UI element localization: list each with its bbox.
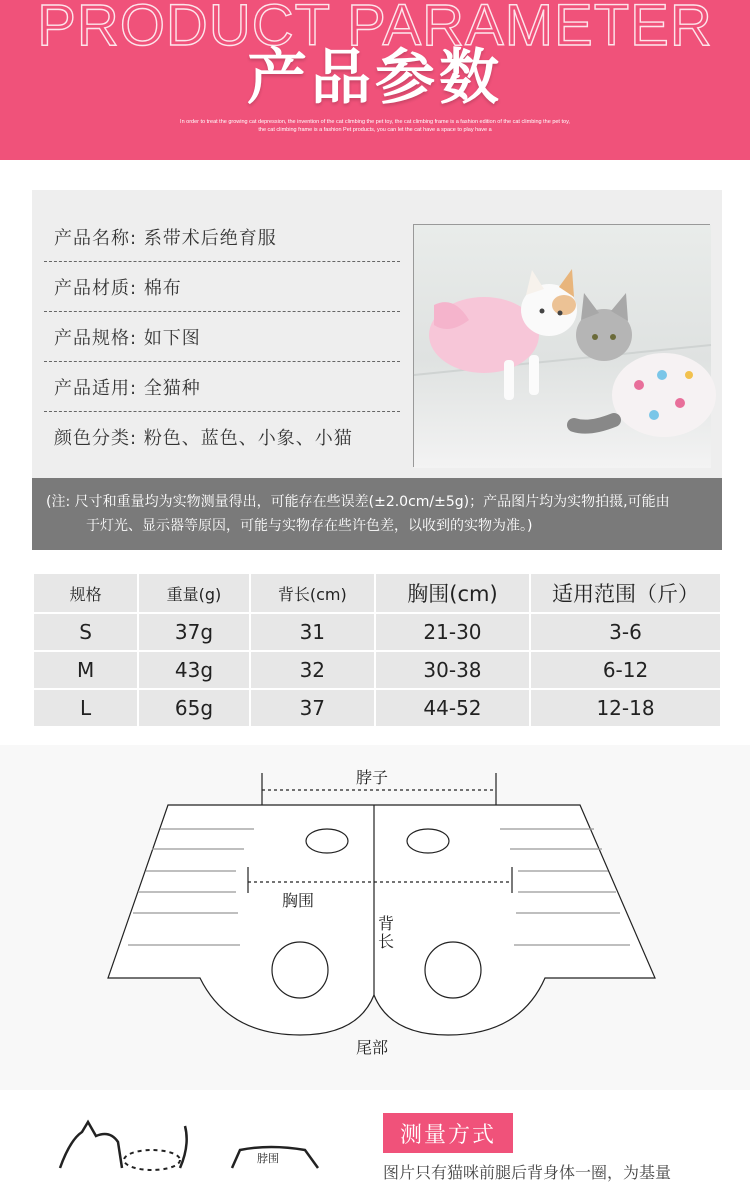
diagram-label-back-length: 背长 xyxy=(378,914,395,951)
banner-subtitle-line1: In order to treat the growing cat depression, the invention of the cat climbing the pet toy, the cat climbing frame is a fashion edition of the cat climbing the pet toy, xyxy=(180,119,570,125)
table-cell: 3-6 xyxy=(531,614,720,650)
table-cell: S xyxy=(34,614,137,650)
param-row-material xyxy=(44,262,400,312)
diagram-label-neck: 脖子 xyxy=(356,768,389,787)
banner-english-title: PRODUCT PARAMETER xyxy=(37,0,713,58)
table-cell: 44-52 xyxy=(376,690,529,726)
cat-measure-illustration xyxy=(0,1100,380,1168)
table-cell: L xyxy=(34,690,137,726)
table-cell: 37 xyxy=(251,690,374,726)
param-label: 产品材质: xyxy=(54,277,138,299)
table-cell: 21-30 xyxy=(376,614,529,650)
table-cell: 65g xyxy=(139,690,248,726)
table-cell: 32 xyxy=(251,652,374,688)
param-label: 产品适用: xyxy=(54,377,138,399)
table-cell: 6-12 xyxy=(531,652,720,688)
banner-chinese-title: 产品参数 xyxy=(247,43,503,113)
size-table xyxy=(32,572,722,728)
col-header-back-length: 背长(cm) xyxy=(251,574,374,612)
table-cell: 12-18 xyxy=(531,690,720,726)
garment-diagram xyxy=(0,745,750,1090)
note-line1: (注: 尺寸和重量均为实物测量得出，可能存在些误差(±2.0cm/±5g)；产品图片均为实物拍摄,可能由 xyxy=(46,494,670,510)
diagram-label-chest: 胸围 xyxy=(282,891,315,910)
param-value: 如下图 xyxy=(143,327,201,349)
param-value: 系带术后绝育服 xyxy=(143,227,277,249)
param-row-name xyxy=(44,212,400,262)
measure-method-title: 测量方式 xyxy=(383,1113,513,1153)
param-value: 棉布 xyxy=(143,277,182,299)
header-banner xyxy=(0,0,750,160)
banner-subtitle xyxy=(100,118,650,134)
param-label: 颜色分类: xyxy=(54,428,138,449)
param-value: 粉色、蓝色、小象、小猫 xyxy=(143,428,353,449)
measure-small-label: 脖围 xyxy=(257,1152,279,1165)
diagram-label-tail: 尾部 xyxy=(356,1038,389,1057)
table-cell: 31 xyxy=(251,614,374,650)
param-label: 产品名称: xyxy=(54,227,138,249)
table-cell: 30-38 xyxy=(376,652,529,688)
table-cell: 37g xyxy=(139,614,248,650)
param-label: 产品规格: xyxy=(54,327,138,349)
product-photo xyxy=(413,224,710,467)
note-line2: 于灯光、显示器等原因，可能与实物存在些许色差，以收到的实物为准。) xyxy=(86,518,533,534)
param-row-color xyxy=(44,412,400,462)
product-parameter-panel xyxy=(32,190,722,478)
measure-method-text: 图片只有猫咪前腿后背身体一圈，为基量 xyxy=(383,1163,672,1182)
banner-subtitle-line2: the cat climbing frame is a fashion Pet products, you can let the cat have a space to play have a xyxy=(258,127,492,133)
param-value: 全猫种 xyxy=(143,377,201,399)
table-row xyxy=(34,614,720,650)
param-row-spec xyxy=(44,312,400,362)
col-header-range: 适用范围（斤） xyxy=(531,574,720,612)
table-row xyxy=(34,690,720,726)
col-header-size: 规格 xyxy=(34,574,137,612)
table-row xyxy=(34,652,720,688)
table-cell: 43g xyxy=(139,652,248,688)
col-header-chest: 胸围(cm) xyxy=(376,574,529,612)
measurement-note xyxy=(32,478,722,550)
col-header-weight: 重量(g) xyxy=(139,574,248,612)
param-row-suitable xyxy=(44,362,400,412)
table-header-row xyxy=(34,574,720,612)
table-cell: M xyxy=(34,652,137,688)
